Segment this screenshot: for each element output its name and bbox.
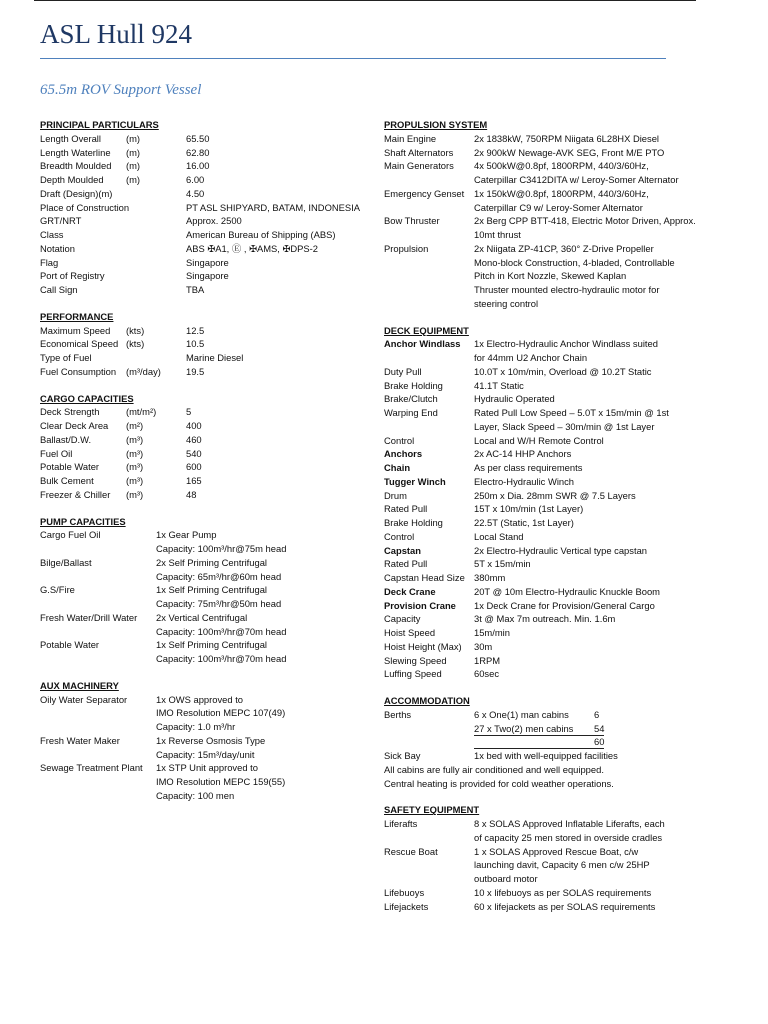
spec-label: Luffing Speed (384, 668, 442, 680)
spec-label: Rated Pull (384, 558, 428, 570)
spec-row (384, 872, 704, 886)
spec-label: Port of Registry (40, 270, 105, 282)
spec-row (40, 214, 360, 228)
spec-label: Berths (384, 708, 412, 720)
spec-value: PT ASL SHIPYARD, BATAM, INDONESIA (186, 201, 360, 213)
spec-value: Capacity: 100 men (156, 789, 235, 801)
spec-value: 15m/min (474, 627, 510, 638)
spec-label: Bulk Cement (40, 475, 94, 486)
spec-row (384, 283, 704, 297)
spec-row (40, 132, 360, 146)
spec-value: of capacity 25 men stored in overside cradles (474, 831, 663, 843)
spec-row (40, 528, 360, 542)
safety-equipment-heading: SAFETY EQUIPMENT (384, 804, 480, 816)
spec-label: Cargo Fuel Oil (40, 529, 101, 541)
spec-value: 1x bed with well-equipped facilities (474, 750, 618, 761)
spec-label: Class (40, 229, 64, 240)
spec-value: 1RPM (474, 654, 501, 666)
spec-row (384, 735, 704, 749)
spec-value: 2x 1838kW, 750RPM Niigata 6L28HX Diesel (474, 132, 659, 144)
spec-label: Length Overall (40, 132, 101, 144)
spec-label: Fuel Consumption (40, 365, 117, 377)
spec-label: Propulsion (384, 242, 429, 254)
spec-label: Warping End (384, 407, 438, 418)
spec-row (40, 228, 360, 242)
spec-label: G.S/Fire (40, 584, 75, 596)
spec-unit: (m) (126, 132, 141, 144)
spec-value: Thruster mounted electro-hydraulic motor for (474, 284, 660, 295)
spec-value: 1x Gear Pump (156, 529, 217, 541)
spec-row (384, 173, 704, 187)
spec-value: 250m x Dia. 28mm SWR @ 7.5 Layers (474, 489, 636, 501)
spec-row (40, 187, 360, 201)
spec-row (384, 585, 704, 599)
spec-row (384, 516, 704, 530)
spec-row (384, 461, 704, 475)
spec-value: Capacity: 100m³/hr@70m head (156, 625, 287, 637)
spec-row (384, 379, 704, 393)
spec-row (384, 557, 704, 571)
spec-value: 4.50 (186, 187, 205, 199)
spec-label: Rescue Boat (384, 845, 438, 857)
spec-label: Anchor Windlass (384, 338, 461, 350)
spec-value: 400 (186, 420, 202, 431)
spec-label: GRT/NRT (40, 215, 82, 227)
spec-row (40, 146, 360, 160)
spec-row (384, 297, 704, 311)
spec-value: 10mt thrust (474, 229, 521, 240)
spec-label: Drum (384, 489, 407, 501)
spec-value: 10 x lifebuoys as per SOLAS requirements (474, 886, 652, 898)
spec-value: 22.5T (Static, 1st Layer) (474, 517, 574, 528)
spec-value: 3t @ Max 7m outreach. Min. 1.6m (474, 613, 616, 625)
spec-label: Place of Construction (40, 201, 130, 213)
aux-machinery-heading: AUX MACHINERY (40, 679, 119, 691)
spec-label: Potable Water (40, 461, 100, 473)
spec-label: Emergency Genset (384, 187, 465, 199)
spec-value: launching davit, Capacity 6 men c/w 25HP (474, 859, 650, 871)
spec-label: Capacity (384, 613, 421, 625)
spec-row (40, 706, 360, 720)
spec-row (384, 571, 704, 585)
spec-value: 2x 900kW Newage-AVK SEG, Front M/E PTO (474, 146, 665, 158)
spec-value: Layer, Slack Speed – 30m/min @ 1st Layer (474, 420, 655, 432)
spec-row (40, 693, 360, 707)
spec-value: Singapore (186, 256, 229, 268)
spec-value: 6.00 (186, 174, 205, 185)
spec-row (384, 599, 704, 613)
spec-row (40, 365, 360, 379)
spec-value: 2x Vertical Centrifugal (156, 611, 248, 623)
spec-value: 10.0T x 10m/min, Overload @ 10.2T Static (474, 365, 652, 377)
berth-type: 27 x Two(2) men cabins (474, 722, 574, 734)
spec-value: 380mm (474, 572, 506, 583)
spec-unit: (m³) (126, 447, 144, 459)
spec-row (384, 159, 704, 173)
spec-value: 1x Electro-Hydraulic Anchor Windlass suited (474, 338, 658, 350)
spec-row (384, 530, 704, 544)
pump-capacities-heading: PUMP CAPACITIES (40, 515, 126, 527)
spec-row (40, 242, 360, 256)
spec-row (40, 419, 360, 433)
spec-row (384, 475, 704, 489)
aux-machinery-list (40, 693, 360, 803)
spec-label: Duty Pull (384, 365, 422, 377)
spec-label: Control (384, 530, 415, 542)
spec-value: IMO Resolution MEPC 107(49) (156, 707, 286, 719)
cargo-capacities-heading: CARGO CAPACITIES (40, 392, 134, 404)
spec-value: Capacity: 65m³/hr@60m head (156, 570, 282, 582)
berth-total: 60 (594, 736, 605, 748)
spec-value: 5 (186, 406, 192, 418)
performance-heading: PERFORMANCE (40, 310, 114, 322)
spec-value: steering control (474, 297, 539, 309)
spec-label: Shaft Alternators (384, 146, 454, 158)
spec-label: Deck Crane (384, 585, 436, 597)
spec-label: Deck Strength (40, 406, 100, 418)
right-column (384, 118, 704, 913)
spec-label: Hoist Speed (384, 627, 436, 638)
safety-equipment-list (384, 817, 704, 913)
spec-label: Capstan Head Size (384, 572, 465, 583)
spec-row (384, 626, 704, 640)
spec-value: Capacity: 100m³/hr@70m head (156, 653, 287, 664)
spec-unit: (m) (126, 146, 141, 158)
spec-row (40, 201, 360, 215)
spec-row (384, 434, 704, 448)
spec-value: 1x Self Priming Centrifugal (156, 584, 267, 596)
spec-value: Local and W/H Remote Control (474, 434, 604, 446)
spec-label: Chain (384, 462, 411, 473)
spec-label: Sewage Treatment Plant (40, 762, 143, 774)
spec-value: Mono-block Construction, 4-bladed, Controllable (474, 256, 675, 268)
spec-value: Hydraulic Operated (474, 393, 555, 405)
spec-label: Main Generators (384, 160, 454, 172)
spec-label: Brake Holding (384, 517, 443, 528)
spec-row (40, 720, 360, 734)
spec-row (384, 201, 704, 215)
spec-unit: (kts) (126, 324, 145, 336)
spec-row (384, 406, 704, 420)
spec-row (40, 625, 360, 639)
spec-label: Capstan (384, 544, 421, 556)
spec-row (40, 775, 360, 789)
spec-row (384, 187, 704, 201)
spec-row (384, 667, 704, 681)
spec-value: Capacity: 15m³/day/unit (156, 748, 255, 760)
spec-label: Hoist Height (Max) (384, 640, 462, 652)
principal-particulars-heading: PRINCIPAL PARTICULARS (40, 119, 159, 130)
spec-row (384, 544, 704, 558)
spec-label: Bow Thruster (384, 215, 440, 227)
spec-row (384, 392, 704, 406)
spec-value: 15T x 10m/min (1st Layer) (474, 503, 584, 515)
spec-row (384, 365, 704, 379)
spec-row (384, 489, 704, 503)
principal-particulars-list (40, 132, 360, 297)
accommodation-note: All cabins are fully air conditioned and well equipped. (384, 763, 604, 775)
title-underline (40, 58, 666, 59)
spec-row (384, 708, 704, 722)
propulsion-system-list (384, 132, 704, 311)
spec-row (40, 351, 360, 365)
spec-label: Draft (Design)(m) (40, 187, 113, 199)
spec-value: outboard motor (474, 873, 538, 884)
spec-label: Breadth Moulded (40, 160, 112, 172)
spec-label: Fresh Water/Drill Water (40, 611, 138, 623)
spec-row (40, 337, 360, 351)
spec-label: Call Sign (40, 284, 78, 295)
spec-label: Anchors (384, 448, 423, 460)
spec-row (40, 488, 360, 502)
berth-count: 54 (594, 722, 605, 734)
spec-label: Sick Bay (384, 750, 421, 761)
spec-label: Flag (40, 256, 59, 268)
spec-row (40, 761, 360, 775)
spec-row (40, 748, 360, 762)
left-column (40, 118, 360, 803)
spec-label: Brake Holding (384, 379, 443, 391)
spec-row (384, 146, 704, 160)
spec-value: 60sec (474, 668, 500, 680)
spec-value: 4x 500kW@0.8pf, 1800RPM, 440/3/60Hz, (474, 160, 649, 172)
spec-value: 8 x SOLAS Approved Inflatable Liferafts, each (474, 818, 665, 829)
deck-equipment-list (384, 337, 704, 681)
spec-row (384, 722, 704, 736)
performance-list (40, 324, 360, 379)
berth-count: 6 (594, 708, 600, 720)
spec-value: 48 (186, 488, 197, 500)
spec-value: ABS ✠A1, Ⓔ , ✠AMS, ✠DPS-2 (186, 242, 318, 254)
spec-row (40, 405, 360, 419)
spec-row (384, 269, 704, 283)
spec-value: 460 (186, 433, 202, 445)
spec-label: Fresh Water Maker (40, 734, 120, 746)
spec-unit: (m³) (126, 475, 144, 486)
spec-value: Approx. 2500 (186, 215, 242, 227)
spec-row (384, 749, 704, 763)
spec-row (384, 256, 704, 270)
spec-row (384, 886, 704, 900)
accommodation-note: Central heating is provided for cold weather operations. (384, 777, 614, 789)
spec-label: Bilge/Ballast (40, 556, 92, 568)
spec-row (384, 242, 704, 256)
spec-value: Caterpillar C9 w/ Leroy-Somer Alternator (474, 201, 643, 213)
spec-label: Length Waterline (40, 146, 111, 158)
spec-value: Capacity: 100m³/hr@75m head (156, 543, 287, 554)
spec-unit: (m²) (126, 420, 144, 431)
spec-label: Type of Fuel (40, 352, 92, 363)
spec-label: Fuel Oil (40, 447, 73, 459)
spec-row (40, 734, 360, 748)
spec-value: 65.50 (186, 132, 210, 144)
spec-value: 2x Self Priming Centrifugal (156, 556, 267, 568)
spec-label: Tugger Winch (384, 475, 446, 487)
spec-value: 1x OWS approved to (156, 693, 244, 705)
spec-value: Electro-Hydraulic Winch (474, 475, 575, 487)
spec-row (384, 447, 704, 461)
spec-label: Brake/Clutch (384, 393, 438, 405)
spec-row (384, 214, 704, 228)
spec-row (40, 173, 360, 187)
spec-value: 20T @ 10m Electro-Hydraulic Knuckle Boom (474, 585, 660, 597)
spec-row (40, 447, 360, 461)
spec-label: Potable Water (40, 639, 100, 651)
spec-row (384, 337, 704, 351)
spec-row (40, 570, 360, 584)
spec-unit: (kts) (126, 338, 145, 350)
spec-value: 60 x lifejackets as per SOLAS requirements (474, 900, 656, 912)
page-title: ASL Hull 924 (40, 19, 193, 49)
berth-type: 6 x One(1) man cabins (474, 708, 569, 720)
page-subtitle: 65.5m ROV Support Vessel (40, 82, 202, 98)
spec-value: As per class requirements (474, 462, 583, 473)
spec-unit: (m³) (126, 433, 144, 445)
spec-label: Notation (40, 242, 75, 254)
spec-row (384, 351, 704, 365)
spec-value: for 44mm U2 Anchor Chain (474, 352, 588, 363)
spec-label: Slewing Speed (384, 654, 447, 666)
spec-unit: (m³) (126, 461, 144, 473)
spec-row (384, 228, 704, 242)
spec-value: TBA (186, 284, 205, 295)
spec-label: Depth Moulded (40, 174, 104, 185)
spec-row (384, 831, 704, 845)
spec-value: 1x STP Unit approved to (156, 762, 258, 774)
spec-row (384, 777, 704, 791)
spec-value: 16.00 (186, 160, 210, 172)
spec-value: Singapore (186, 270, 229, 282)
spec-value: Capacity: 1.0 m³/hr (156, 721, 236, 732)
spec-label: Ballast/D.W. (40, 433, 92, 445)
accommodation-heading: ACCOMMODATION (384, 695, 470, 706)
cargo-capacities-list (40, 405, 360, 501)
spec-value: IMO Resolution MEPC 159(55) (156, 776, 286, 787)
spec-row (40, 789, 360, 803)
spec-value: 1x Self Priming Centrifugal (156, 639, 267, 651)
spec-row (40, 283, 360, 297)
deck-equipment-heading: DECK EQUIPMENT (384, 324, 469, 336)
spec-value: Local Stand (474, 530, 524, 542)
spec-label: Maximum Speed (40, 324, 111, 336)
spec-row (40, 159, 360, 173)
spec-row (40, 460, 360, 474)
spec-label: Control (384, 434, 415, 446)
spec-value: 2x AC-14 HHP Anchors (474, 448, 572, 460)
accommodation-list (384, 708, 704, 791)
spec-value: 1 x SOLAS Approved Rescue Boat, c/w (474, 845, 639, 857)
spec-label: Liferafts (384, 818, 418, 829)
spec-row (384, 654, 704, 668)
spec-value: 30m (474, 640, 493, 652)
spec-value: 165 (186, 475, 202, 486)
spec-label: Provision Crane (384, 599, 456, 611)
spec-row (40, 583, 360, 597)
spec-value: 41.1T Static (474, 379, 524, 391)
spec-unit: (m) (126, 160, 141, 172)
spec-label: Economical Speed (40, 338, 119, 350)
spec-row (40, 269, 360, 283)
spec-row (384, 420, 704, 434)
spec-label: Lifebuoys (384, 886, 425, 898)
spec-value: 1x Deck Crane for Provision/General Cargo (474, 599, 655, 611)
spec-value: American Bureau of Shipping (ABS) (186, 229, 336, 240)
spec-value: Capacity: 75m³/hr@50m head (156, 598, 282, 609)
spec-value: 19.5 (186, 365, 205, 377)
spec-value: 10.5 (186, 338, 205, 350)
spec-row (384, 502, 704, 516)
spec-unit: (m³) (126, 488, 144, 500)
spec-value: 600 (186, 461, 202, 473)
spec-value: Caterpillar C3412DITA w/ Leroy-Somer Alternator (474, 174, 679, 185)
spec-row (384, 845, 704, 859)
spec-row (40, 556, 360, 570)
spec-label: Clear Deck Area (40, 420, 109, 431)
spec-row (40, 324, 360, 338)
spec-row (40, 611, 360, 625)
spec-value: 2x Electro-Hydraulic Vertical type capstan (474, 544, 647, 556)
spec-row (40, 542, 360, 556)
spec-row (384, 858, 704, 872)
spec-label: Freezer & Chiller (40, 488, 111, 500)
propulsion-system-heading: PROPULSION SYSTEM (384, 119, 488, 130)
spec-value: Rated Pull Low Speed – 5.0T x 15m/min @ 1st (474, 407, 669, 418)
spec-label: Rated Pull (384, 503, 428, 515)
spec-row (40, 256, 360, 270)
top-border-line (34, 0, 696, 1)
spec-row (384, 640, 704, 654)
spec-row (384, 817, 704, 831)
spec-unit: (mt/m²) (126, 406, 157, 418)
spec-row (384, 763, 704, 777)
spec-value: Marine Diesel (186, 352, 244, 363)
spec-value: 2x Niigata ZP-41CP, 360° Z-Drive Propeller (474, 242, 654, 254)
pump-capacities-list (40, 528, 360, 666)
spec-label: Main Engine (384, 132, 437, 144)
spec-value: 1x Reverse Osmosis Type (156, 734, 266, 746)
spec-value: 12.5 (186, 324, 205, 336)
spec-label: Oily Water Separator (40, 693, 128, 705)
spec-row (384, 132, 704, 146)
spec-value: 1x 150kW@0.8pf, 1800RPM, 440/3/60Hz, (474, 187, 649, 199)
spec-value: 540 (186, 447, 202, 459)
spec-value: 5T x 15m/min (474, 558, 531, 570)
spec-unit: (m) (126, 174, 141, 185)
spec-unit: (m³/day) (126, 365, 161, 377)
spec-row (40, 597, 360, 611)
spec-row (40, 652, 360, 666)
spec-row (384, 612, 704, 626)
spec-row (384, 900, 704, 914)
spec-value: 62.80 (186, 146, 210, 158)
spec-row (40, 474, 360, 488)
spec-value: Pitch in Kort Nozzle, Skewed Kaplan (474, 270, 627, 282)
spec-row (40, 433, 360, 447)
spec-label: Lifejackets (384, 900, 429, 912)
spec-row (40, 638, 360, 652)
spec-value: 2x Berg CPP BTT-418, Electric Motor Driven, Approx. (474, 215, 696, 227)
